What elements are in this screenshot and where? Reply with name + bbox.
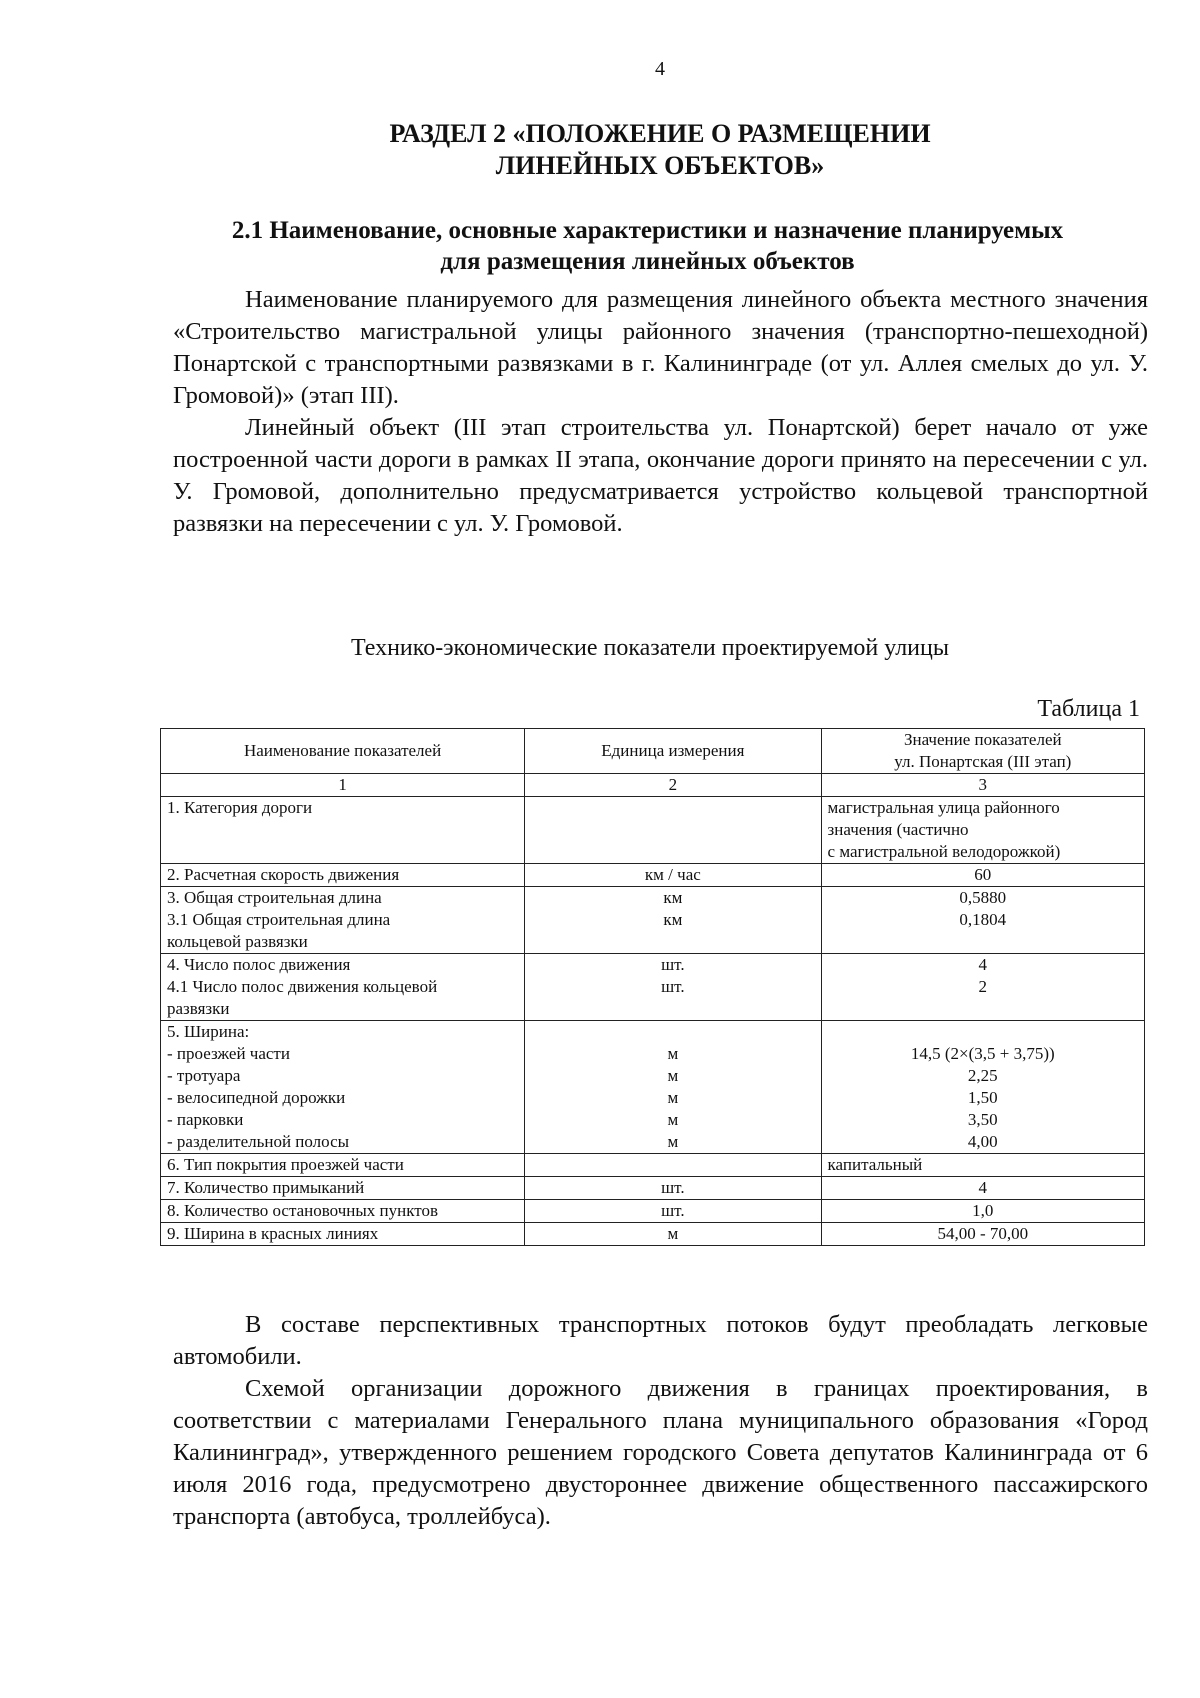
cell-value-line: значения (частично	[827, 820, 969, 839]
cell-value	[821, 797, 1144, 864]
cell-value-line: 60	[974, 865, 992, 884]
cell-name	[161, 887, 525, 954]
cell-unit	[525, 1223, 821, 1246]
cell-unit	[525, 864, 821, 887]
cell-value-line: 2	[978, 977, 988, 996]
cell-name-line: 4. Число полос движения	[167, 955, 351, 974]
cell-value	[821, 887, 1144, 954]
column-number: 3	[821, 774, 1144, 797]
cell-unit-line: м	[667, 1132, 679, 1151]
cell-value-line	[828, 998, 1138, 1020]
cell-value-line: 0,5880	[959, 888, 1007, 907]
page-number: 4	[655, 58, 665, 80]
cell-value	[821, 1200, 1144, 1223]
cell-name-line: 3.1 Общая строительная длина	[167, 910, 391, 929]
cell-value	[821, 1223, 1144, 1246]
cell-value-line: 4	[978, 1178, 988, 1197]
cell-value-line: 2,25	[967, 1066, 998, 1085]
paragraph-traffic-flows: В составе перспективных транспортных потоков будут преобладать легковые автомобили.	[173, 1311, 1148, 1370]
cell-unit-line: м	[667, 1066, 679, 1085]
cell-value	[821, 1021, 1144, 1154]
cell-name-line: - парковки	[167, 1110, 244, 1129]
table-row	[161, 797, 1145, 864]
cell-value-line: 54,00 - 70,00	[937, 1224, 1029, 1243]
cell-unit-line: км / час	[644, 865, 701, 884]
cell-name-line: - разделительной полосы	[167, 1132, 350, 1151]
header-unit: Единица измерения	[525, 729, 821, 774]
column-number: 1	[161, 774, 525, 797]
cell-value	[821, 1177, 1144, 1200]
cell-unit-line: шт.	[661, 955, 685, 974]
table-row	[161, 1177, 1145, 1200]
cell-value-line: магистральная улица районного	[827, 798, 1060, 817]
cell-unit	[525, 954, 821, 1021]
paragraph-object-name: Наименование планируемого для размещения линейного объекта местного значения «Строительство магистральной улицы районного значения (транспортно-пешеходной) Понартской с транспортными развязками в г. Калининграде (от ул. Аллея смелых до ул. У. Громовой)» (этап III).	[173, 286, 1148, 409]
table-row	[161, 954, 1145, 1021]
cell-value-line: 14,5 (2×(3,5 + 3,75))	[910, 1044, 1055, 1063]
cell-unit	[525, 1154, 821, 1177]
cell-name	[161, 1223, 525, 1246]
cell-unit-line	[531, 1154, 814, 1176]
section-title	[0, 118, 1200, 182]
subsection-title	[165, 215, 1130, 277]
cell-name-line: 4.1 Число полос движения кольцевой	[167, 977, 438, 996]
cell-value-line: 4	[978, 955, 988, 974]
cell-value-line: 0,1804	[959, 910, 1007, 929]
cell-unit-line	[531, 1021, 814, 1043]
cell-name-line: 8. Количество остановочных пунктов	[167, 1201, 439, 1220]
cell-value-line: 1,0	[972, 1201, 994, 1220]
column-number-row	[161, 774, 1145, 797]
cell-unit-line	[531, 797, 814, 819]
cell-value-line	[828, 931, 1138, 953]
cell-value-line	[828, 1021, 1138, 1043]
cell-value-line: капитальный	[827, 1155, 923, 1174]
table-caption: Технико-экономические показатели проектируемой улицы	[350, 635, 949, 661]
cell-unit-line	[531, 998, 814, 1020]
cell-unit-line: м	[667, 1224, 679, 1243]
table-row	[161, 1021, 1145, 1154]
cell-unit-line: км	[663, 888, 683, 907]
cell-unit	[525, 887, 821, 954]
cell-unit	[525, 1021, 821, 1154]
table-label: Таблица 1	[1037, 696, 1140, 722]
cell-unit-line	[531, 931, 814, 953]
table-row	[161, 864, 1145, 887]
header-value-line: ул. Понартская (III этап)	[894, 752, 1072, 771]
cell-name-line: - тротуара	[167, 1066, 241, 1085]
cell-name	[161, 1177, 525, 1200]
cell-name-line: 1. Категория дороги	[167, 798, 313, 817]
cell-unit	[525, 1200, 821, 1223]
cell-unit-line: шт.	[661, 1178, 685, 1197]
cell-name-line: - проезжей части	[167, 1044, 290, 1063]
cell-value	[821, 954, 1144, 1021]
cell-name-line: кольцевой развязки	[167, 932, 308, 951]
cell-name	[161, 797, 525, 864]
cell-value	[821, 1154, 1144, 1177]
cell-value-line: 4,00	[967, 1132, 998, 1151]
cell-name-line: развязки	[167, 999, 230, 1018]
table-row	[161, 887, 1145, 954]
indicators-table	[160, 728, 1145, 1246]
cell-unit-line: шт.	[661, 977, 685, 996]
cell-name	[161, 1200, 525, 1223]
table-body	[161, 797, 1145, 1246]
cell-unit-line: км	[663, 910, 683, 929]
section-title-line: ЛИНЕЙНЫХ ОБЪЕКТОВ»	[495, 151, 825, 180]
cell-unit	[525, 797, 821, 864]
cell-name-line: 3. Общая строительная длина	[167, 888, 382, 907]
cell-value-line: 3,50	[967, 1110, 998, 1129]
subsection-title-line: для размещения линейных объектов	[440, 248, 855, 275]
header-value-line: Значение показателей	[903, 730, 1062, 749]
section-title-line: РАЗДЕЛ 2 «ПОЛОЖЕНИЕ О РАЗМЕЩЕНИИ	[389, 119, 931, 148]
cell-name	[161, 1154, 525, 1177]
table-row	[161, 1154, 1145, 1177]
paragraph-traffic-organization: Схемой организации дорожного движения в границах проектирования, в соответствии с материалами Генерального плана муниципального образования «Город Калининград», утвержденного решением городского Совета депутатов Калининграда от 6 июля 2016 года, предусмотрено двустороннее движение общественного пассажирского транспорта (автобуса, троллейбуса).	[173, 1375, 1148, 1530]
table-header-row	[161, 729, 1145, 774]
cell-name-line: - велосипедной дорожки	[167, 1088, 346, 1107]
table-row	[161, 1200, 1145, 1223]
cell-name	[161, 1021, 525, 1154]
cell-name	[161, 954, 525, 1021]
cell-unit-line: м	[667, 1044, 679, 1063]
cell-name-line: 6. Тип покрытия проезжей части	[167, 1155, 404, 1174]
cell-unit-line: шт.	[661, 1201, 685, 1220]
cell-value-line: 1,50	[967, 1088, 998, 1107]
cell-unit-line: м	[667, 1088, 679, 1107]
cell-unit	[525, 1177, 821, 1200]
cell-name	[161, 864, 525, 887]
cell-name-line: 2. Расчетная скорость движения	[167, 865, 400, 884]
header-name: Наименование показателей	[161, 729, 525, 774]
cell-name-line: 5. Ширина:	[167, 1022, 250, 1041]
cell-name-line: 9. Ширина в красных линиях	[167, 1224, 379, 1243]
subsection-title-line: 2.1 Наименование, основные характеристики и назначение планируемых	[231, 217, 1064, 244]
cell-name-line: 7. Количество примыканий	[167, 1178, 365, 1197]
column-number: 2	[525, 774, 821, 797]
table-row	[161, 1223, 1145, 1246]
cell-value	[821, 864, 1144, 887]
cell-unit-line: м	[667, 1110, 679, 1129]
cell-value-line: с магистральной велодорожкой)	[827, 842, 1061, 861]
paragraph-object-description: Линейный объект (III этап строительства ул. Понартской) берет начало от уже построенной части дороги в рамках II этапа, окончание дороги принято на пересечении с ул. У. Громовой, дополнительно предусматривается устройство кольцевой транспортной развязки на пересечении с ул. У. Громовой.	[173, 414, 1148, 537]
header-value	[821, 729, 1144, 774]
